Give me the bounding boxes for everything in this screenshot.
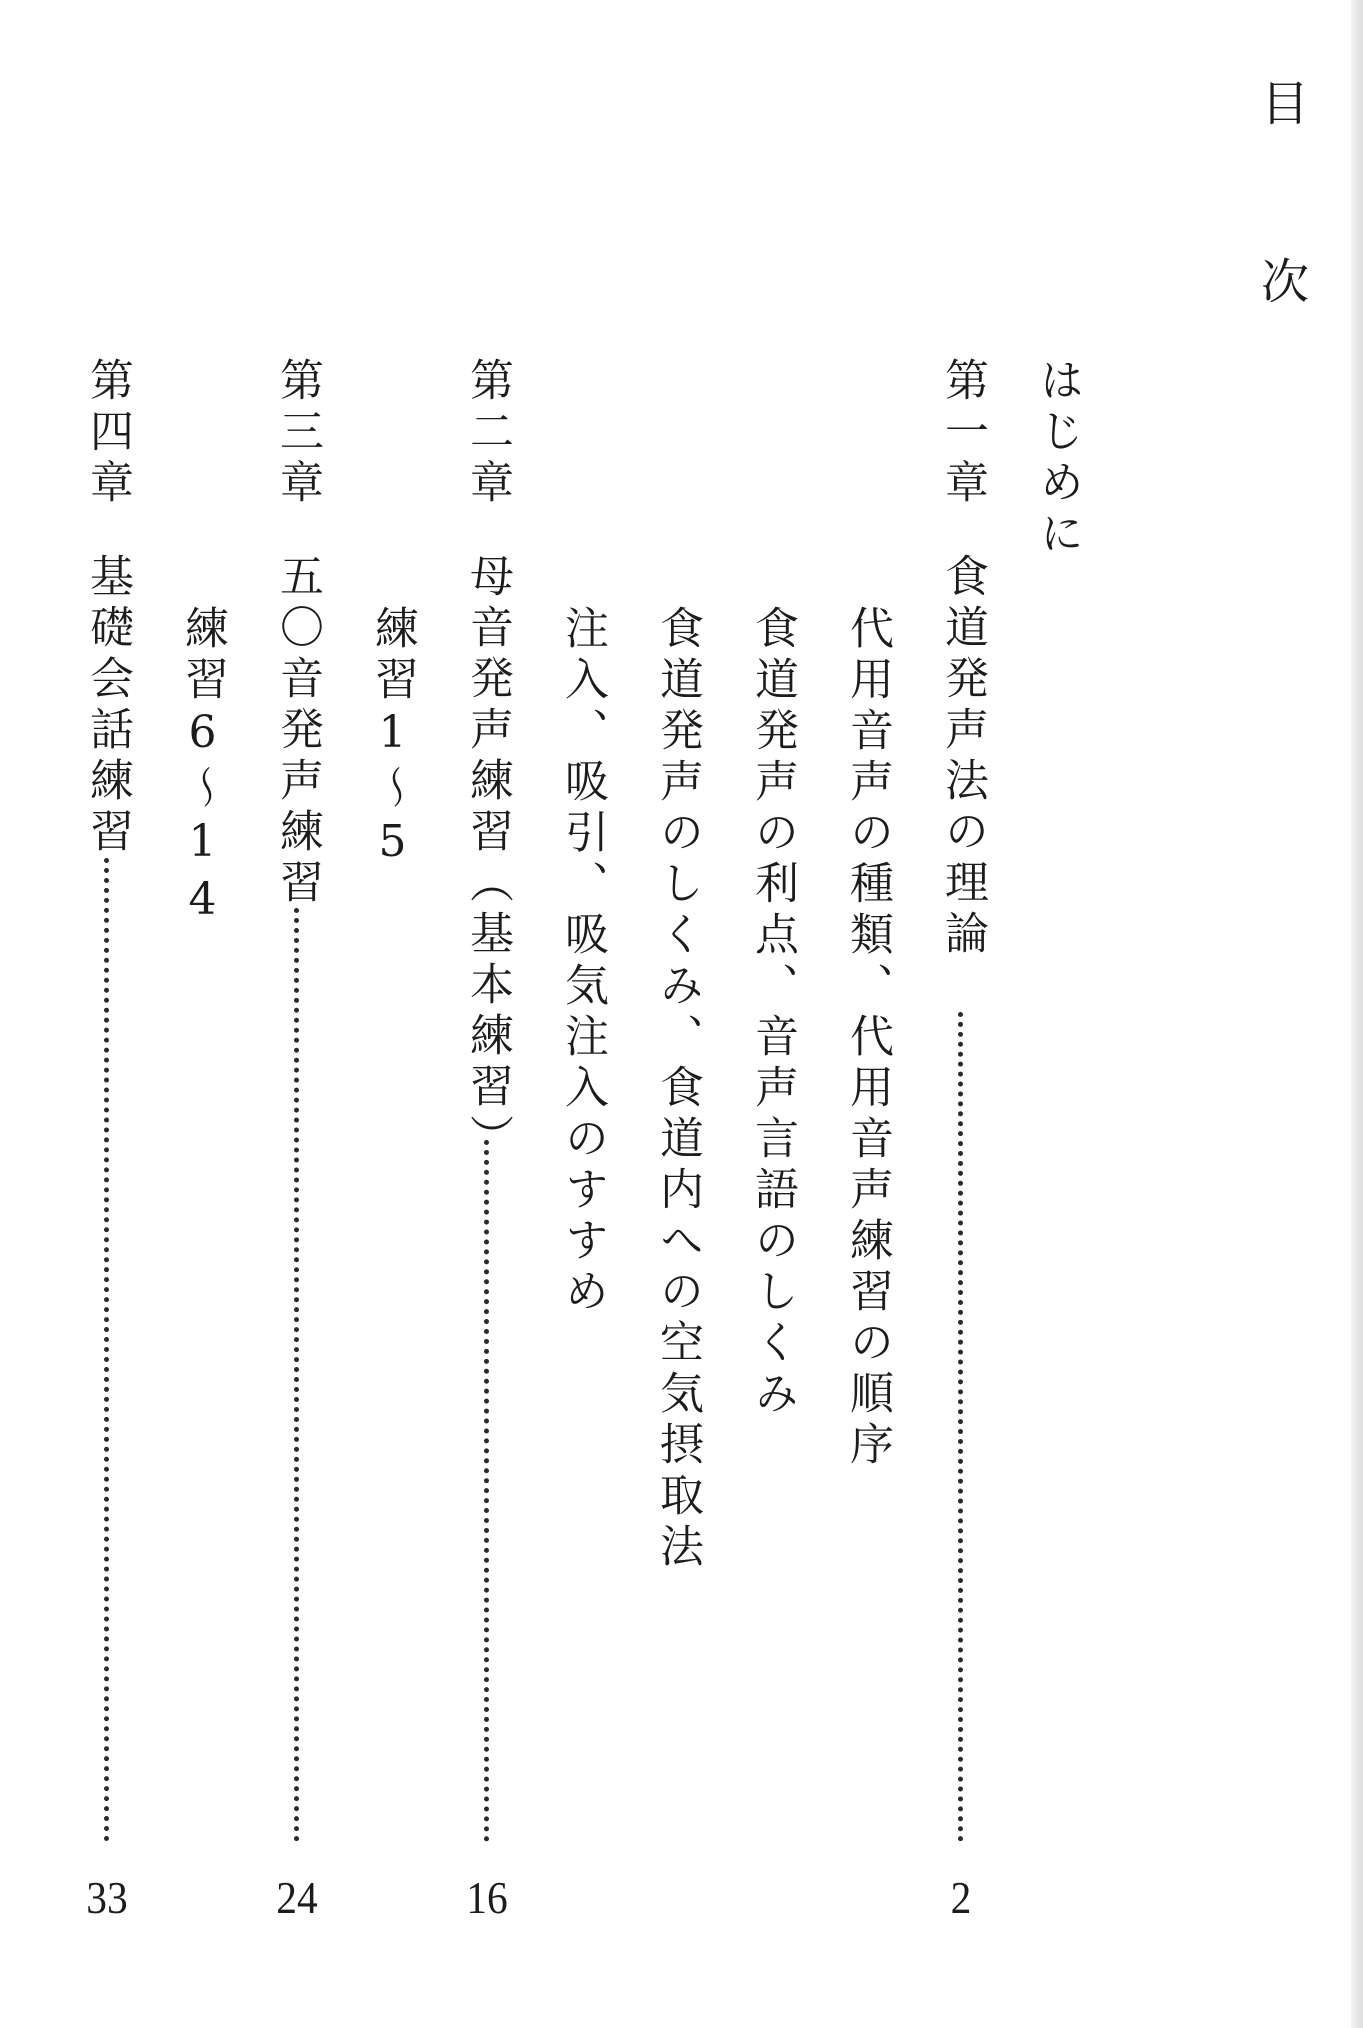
chapter-4-title: 基礎会話練習 — [82, 553, 133, 859]
chapter-2-page: 16 — [466, 1872, 508, 1923]
toc-intro: はじめに — [1032, 357, 1083, 561]
chapter-4-label: 第四章 — [82, 357, 133, 510]
chapter-1-label: 第一章 — [937, 357, 988, 510]
chapter-3-page: 24 — [276, 1872, 318, 1923]
chapter-1-leader — [958, 1012, 963, 1842]
chapter-4-leader — [104, 858, 109, 1842]
chapter-3-leader — [294, 908, 299, 1842]
chapter-1-item-4: 注入、吸引、吸気注入のすすめ — [557, 605, 608, 1319]
chapter-4-page: 33 — [86, 1872, 128, 1923]
chapter-2-leader — [484, 1140, 489, 1842]
chapter-1-page: 2 — [950, 1872, 972, 1923]
chapter-1-item-1: 代用音声の種類、代用音声練習の順序 — [842, 605, 893, 1472]
chapter-3-item-1: 練習6～14 — [177, 605, 228, 932]
toc-title-char-2: 次 — [1260, 254, 1309, 310]
toc-title-char-1: 目 — [1260, 76, 1309, 132]
page-edge-shadow — [1351, 0, 1363, 2028]
chapter-2-item-1: 練習1～5 — [367, 605, 418, 874]
chapter-3-label: 第三章 — [272, 357, 323, 510]
chapter-1-item-3: 食道発声のしくみ、食道内への空気摂取法 — [652, 605, 703, 1574]
chapter-2-title: 母音発声練習（基本練習） — [462, 553, 513, 1165]
chapter-2-label: 第二章 — [462, 357, 513, 510]
chapter-3-title: 五〇音発声練習 — [272, 553, 323, 910]
chapter-1-item-2: 食道発声の利点、音声言語のしくみ — [747, 605, 798, 1421]
chapter-1-title: 食道発声法の理論 — [937, 553, 988, 961]
